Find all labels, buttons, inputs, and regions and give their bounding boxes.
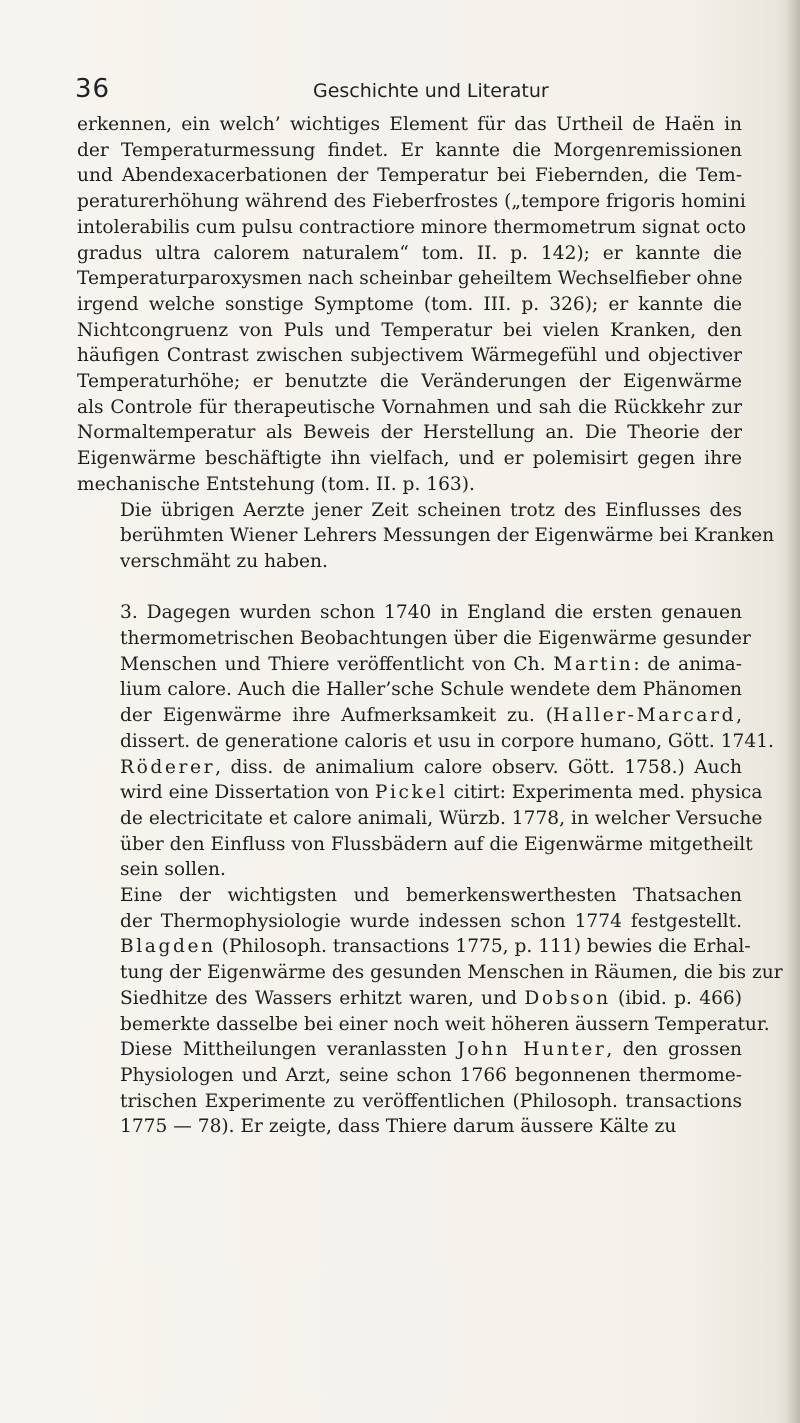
text-line: als Controle für therapeutische Vornahmen und sah die Rückkehr zur — [77, 396, 742, 418]
text-segment: Siedhitze des Wassers erhitzt waren, und — [120, 987, 525, 1009]
text-segment: (Philosoph. transactions 1775, p. 111) bewies die Erhal- — [215, 936, 751, 958]
spaced-name: Martin — [553, 653, 634, 675]
text-line: gradus ultra calorem naturalem“ tom. II. p. 142); er kannte die — [77, 242, 742, 264]
text-line: lium calore. Auch die Haller’sche Schule wendete dem Phänomen — [120, 679, 743, 701]
text-line — [77, 780, 763, 806]
text-line: thermometrischen Beobachtungen über die Eigenwärme gesunder — [120, 628, 751, 650]
text-line: erkennen, ein welch’ wichtiges Element für das Urtheil de Haën in — [77, 114, 742, 135]
text-segment: Menschen und Thiere veröffentlicht von Ch. — [120, 653, 554, 675]
text-line: bemerkte dasselbe bei einer noch weit höheren äussern Temperatur. — [120, 1013, 770, 1035]
text-line: berühmten Wiener Lehrers Messungen der Eigenwärme bei Kranken — [120, 525, 775, 547]
text-line: peraturerhöhung während des Fieberfrostes („tempore frigoris homini — [77, 191, 746, 213]
page-edge-shadow — [786, 0, 800, 1423]
text-segment: Diese Mittheilungen veranlassten — [120, 1039, 458, 1061]
text-line: mechanische Entstehung (tom. II. p. 163). — [77, 473, 475, 495]
spaced-name: Pickel — [374, 782, 448, 804]
page-header — [75, 74, 735, 112]
text-line: Die übrigen Aerzte jener Zeit scheinen trotz des Einflusses des — [120, 499, 742, 521]
text-segment: , — [736, 705, 742, 727]
paragraph-4 — [77, 883, 783, 1037]
spaced-name: Röderer — [120, 756, 216, 778]
paragraph-3 — [77, 600, 774, 883]
text-segment: wird eine Dissertation von — [120, 782, 375, 804]
paragraph-1 — [77, 112, 747, 498]
text-line: Normaltemperatur als Beweis der Herstellung an. Die Theorie der — [77, 422, 742, 444]
text-line: Temperaturhöhe; er benutzte die Veränderungen der Eigenwärme — [77, 371, 742, 393]
text-segment: citirt: Experimenta med. physica — [447, 782, 763, 804]
text-line — [77, 1037, 742, 1063]
text-line: 1775 — 78). Er zeigte, dass Thiere darum äussere Kälte zu — [120, 1116, 677, 1138]
text-line: sein sollen. — [120, 859, 226, 881]
text-line: Physiologen und Arzt, seine schon 1766 begonnenen thermome- — [120, 1065, 742, 1086]
text-line: Nichtcongruenz von Puls und Temperatur bei vielen Kranken, den — [77, 319, 742, 341]
text-line: trischen Experimente zu veröffentlichen (Philosoph. transactions — [120, 1090, 742, 1112]
spaced-name: Dobson — [524, 987, 611, 1009]
text-line: de electricitate et calore animali, Würzb. 1778, in welcher Versuche — [120, 807, 763, 829]
text-line — [77, 703, 742, 729]
text-segment: der Eigenwärme ihre Aufmerksamkeit zu. ( — [120, 705, 553, 727]
paragraph-2 — [77, 498, 775, 575]
running-title: Geschichte und Literatur — [313, 80, 549, 102]
text-line: 3. Dagegen wurden schon 1740 in England die ersten genauen — [120, 602, 742, 624]
text-line: über den Einfluss von Flussbädern auf die Eigenwärme mitgetheilt — [120, 833, 753, 855]
text-line — [77, 755, 742, 781]
text-segment: : de anima- — [633, 653, 742, 675]
text-line: dissert. de generatione caloris et usu in corpore humano, Gött. 1741. — [120, 730, 774, 752]
text-line: Eigenwärme beschäftigte ihn vielfach, und er polemisirt gegen ihre — [77, 448, 742, 470]
text-line — [77, 652, 742, 678]
text-segment: (ibid. p. 466) — [610, 987, 743, 1009]
spaced-name: John Hunter — [457, 1039, 607, 1061]
text-line: tung der Eigenwärme des gesunden Menschen in Räumen, die bis zur — [120, 962, 783, 984]
text-line: intolerabilis cum pulsu contractiore minore thermometrum signat octo — [77, 216, 747, 238]
text-line: der Temperaturmessung findet. Er kannte die Morgenremissionen — [77, 139, 742, 161]
paragraph-5 — [77, 1037, 742, 1140]
text-line — [77, 934, 751, 960]
spaced-name: Haller-Marcard — [553, 705, 737, 727]
text-line: und Abendexacerbationen der Temperatur bei Fiebernden, die Tem- — [77, 165, 742, 187]
text-line: häufigen Contrast zwischen subjectivem Wärmegefühl und objectiver — [77, 345, 742, 367]
spaced-name: Blagden — [120, 936, 216, 958]
text-segment: , den grossen — [606, 1039, 742, 1061]
page-number: 36 — [75, 74, 111, 104]
text-line — [77, 986, 742, 1012]
text-line: irgend welche sonstige Symptome (tom. III. p. 326); er kannte die — [77, 293, 742, 315]
text-line: Eine der wichtigsten und bemerkenswerthesten Thatsachen — [120, 885, 742, 907]
text-line: verschmäht zu haben. — [120, 550, 328, 572]
text-line: Temperaturparoxysmen nach scheinbar geheiltem Wechselfieber ohne — [77, 268, 743, 290]
text-line: der Thermophysiologie wurde indessen schon 1774 festgestellt. — [120, 910, 742, 932]
text-segment: , diss. de animalium calore observ. Gött. 1758.) Auch — [215, 756, 742, 778]
body-text — [77, 112, 783, 1140]
